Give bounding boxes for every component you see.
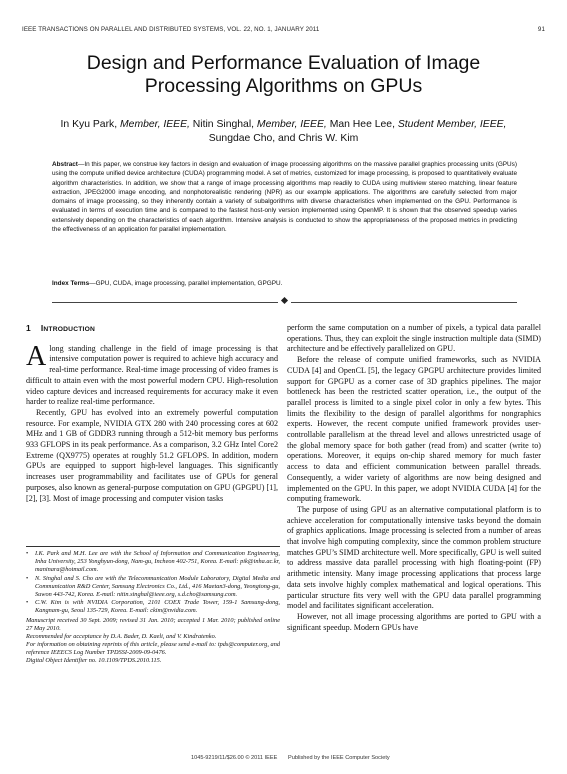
drop-cap: A: [26, 340, 47, 372]
section-title-rest: NTRODUCTION: [43, 326, 95, 333]
intro-paragraph-2: Recently, GPU has evolved into an extremely powerful computation resource. For example, NVIDIA GTX 280 with 240 processing cores at 602 MHz and 1 GB of GDDR3 running through a 512-bit memory bus performs 933 GFLOPS in its peak performance. As a comparison, 3.2 GHz Intel Core2 Extreme (QX9775) operates at roughly 51.2 GFLOPS. In addition, modern GPUs are equipped to support high-level languages. This significantly increases user programmability and facilitates use of GPUs for general purposes, also known as general-purpose computation on GPU (GPGPU) [1], [2], [3]. Most of image processing and computer vision tasks: [26, 407, 278, 503]
publisher-line: Published by the IEEE Computer Society: [288, 755, 390, 761]
footnotes: [26, 550, 280, 665]
left-column: [26, 323, 278, 504]
issn-copyright: 1045-9219/11/$26.00 © 2011 IEEE: [191, 755, 278, 761]
author-line-1: [20, 118, 547, 132]
author-membership: Student Member, IEEE,: [397, 119, 507, 130]
section-title-initial: I: [40, 323, 44, 333]
manuscript-dates: Manuscript received 30 Sept. 2009; revised 31 Jan. 2010; accepted 1 Mar. 2010; published online 27 May 2010.: [26, 617, 280, 633]
footnote-text: N. Singhal and S. Cho are with the Telecommunication Module Laboratory, Digital Media and Communication R&D Center, Samsung Electronics Co., Ltd., 416 Maetan3-dong, Yeongtong-gu, Suwon 443-742, Korea. E-mail: nitin.singhal@ieee.org, s.d.cho@samsung.com.: [35, 574, 280, 598]
right-paragraph-1: perform the same computation on a number of pixels, a typical data parallel operations. Thus, they can exploit the single instruction multiple data (SIMD) architecture and be effectively parallelized on GPU.: [287, 323, 541, 354]
page-number: 91: [537, 26, 545, 33]
reprint-info: For information on obtaining reprints of this article, please send e-mail to: tpds@computer.org, and reference IEEECS Log Number TPDSSI-2009-09-0476.: [26, 640, 280, 656]
abstract: [52, 160, 517, 234]
manuscript-info: [26, 617, 280, 664]
index-terms-label: Index Terms: [52, 280, 90, 287]
diamond-ornament-icon: [281, 297, 288, 304]
doi: Digital Object Identifier no. 10.1109/TPDS.2010.115.: [26, 656, 162, 664]
footnote-text: C.W. Kim is with NVIDIA Corporation, 2101 COEX Trade Tower, 159-1 Samsung-dong, Kangnam-gu, Seoul 135-729, Korea. E-mail: ckim@nvidia.com.: [35, 599, 280, 615]
author-name: In Kyu Park,: [60, 119, 118, 130]
index-terms: [52, 279, 517, 288]
intro-paragraph-1-text: long standing challenge in the field of image processing is that intensive computation power is required to achieve high accuracy and real-time performance. Real-time image processing of video frames is difficult to attain even with the most powerful modern CPU. High-resolution video capture devices and increased requirements for accuracy make it even harder to realize real-time performance.: [26, 343, 278, 407]
title-line-1: Design and Performance Evaluation of Image: [86, 52, 481, 74]
journal-running-head: IEEE TRANSACTIONS ON PARALLEL AND DISTRIBUTED SYSTEMS, VOL. 22, NO. 1, JANUARY 2011: [22, 26, 320, 33]
footnote-rule: [26, 546, 280, 547]
page-footer: [0, 755, 567, 765]
running-header: [22, 26, 545, 36]
footnote-item: [26, 599, 280, 615]
section-number: 1: [26, 323, 31, 333]
intro-paragraph-1: [26, 340, 278, 408]
bullet-icon: •: [26, 550, 29, 557]
footnote-item: [26, 575, 280, 599]
right-paragraph-4: However, not all image processing algorithms are ported to GPU with a significant speedup. Modern GPUs have: [287, 611, 541, 632]
footnote-item: [26, 550, 280, 574]
author-membership: Member, IEEE,: [120, 119, 190, 130]
author-name: Nitin Singhal,: [192, 119, 255, 130]
right-column: [287, 323, 541, 633]
divider-line-right: [291, 302, 517, 303]
author-name: Man Hee Lee,: [329, 119, 395, 130]
author-list: [20, 118, 547, 146]
right-paragraph-3: The purpose of using GPU as an alternative computational platform is to achieve acceleration for computationally intensive tasks beyond the domain of graphics applications. Image processing is selected from a number of areas that involve high computing complexity, since the common problem structure matches GPU’s SIMD architecture well. More specifically, GPU is well suited to address massive data parallel processing with high floating-point (FP) arithmetic intensity. Many image processing applications that process large data sets involve highly complex mathematical and logical operations. This particular structure fits very well with the GPU data parallel programming model and facilitates significant acceleration.: [287, 504, 541, 611]
abstract-label: Abstract: [52, 161, 78, 168]
index-terms-text: —GPU, CUDA, image processing, parallel implementation, GPGPU.: [89, 280, 283, 287]
divider-line-left: [52, 302, 278, 303]
right-paragraph-2: Before the release of compute unified frameworks, such as NVIDIA CUDA [4] and OpenCL [5], the legacy GPGPU architecture provides limited support for GPGPU as a corner case of 3D graphics pipelines. The major bottleneck has been the restricted scatter operation, i.e., the output of the parallel process is limited to a single pixel color in only a few bytes. This limits the flexibility to the design of parallel algorithms for nongraphics experts. However, the recent compute unified framework provides user-controllable parallelism at the thread level and allows unrestricted usage of the global memory space for both gather (read from) and scatter (write to) operations. Moreover, it equips on-chip shared memory for much faster access to data and efficient communication between parallel threads. Consequently, a wider variety of algorithms are now being designed and implemented on the GPU. In this paper, we adopt NVIDIA CUDA [4] for the computing framework.: [287, 355, 541, 504]
author-membership: Member, IEEE,: [256, 119, 327, 130]
abstract-text: —In this paper, we construe key factors in design and evaluation of image processing algorithms on the massive parallel graphics processing units (GPUs) using the compute unified device architecture (CUDA) programming model. A set of metrics, customized for image processing, is proposed to quantitatively evaluate algorithm characteristics. In addition, we show that a range of image processing algorithms map readily to CUDA using multiview stereo matching, linear feature extraction, JPEG2000 image encoding, and nonphotorealistic rendering (NPR) as our example applications. The algorithms are carefully selected from major domains of image processing, so they inherently contain a variety of subalgorithms with diverse characteristics when implemented on the GPU. Performance is evaluated in terms of execution time and is compared to the fastest host-only version implemented using OpenMP. It is shown that the observed speedup varies extensively depending on the characteristics of each algorithm. Intensive analysis is conducted to show the appropriateness of the proposed metrics in predicting the effectiveness of an application for parallel implementation.: [52, 161, 517, 234]
footnote-text: I.K. Park and M.H. Lee are with the School of Information and Communication Engineering, Inha University, 253 Yonghyun-dong, Nam-gu, Incheon 402-751, Korea. E-mail: pik@inha.ac.kr, maninara@hotmail.com.: [35, 550, 280, 573]
bullet-icon: •: [26, 574, 29, 582]
section-divider: [52, 298, 517, 306]
recommended-by: Recommended for acceptance by D.A. Bader, D. Kaeli, and V. Kindratenko.: [26, 633, 217, 641]
section-heading: [26, 323, 278, 336]
bullet-icon: •: [26, 599, 29, 607]
author-line-2: Sungdae Cho, and Chris W. Kim: [208, 133, 359, 144]
paper-title: [20, 52, 547, 98]
title-line-2: Processing Algorithms on GPUs: [144, 75, 423, 97]
